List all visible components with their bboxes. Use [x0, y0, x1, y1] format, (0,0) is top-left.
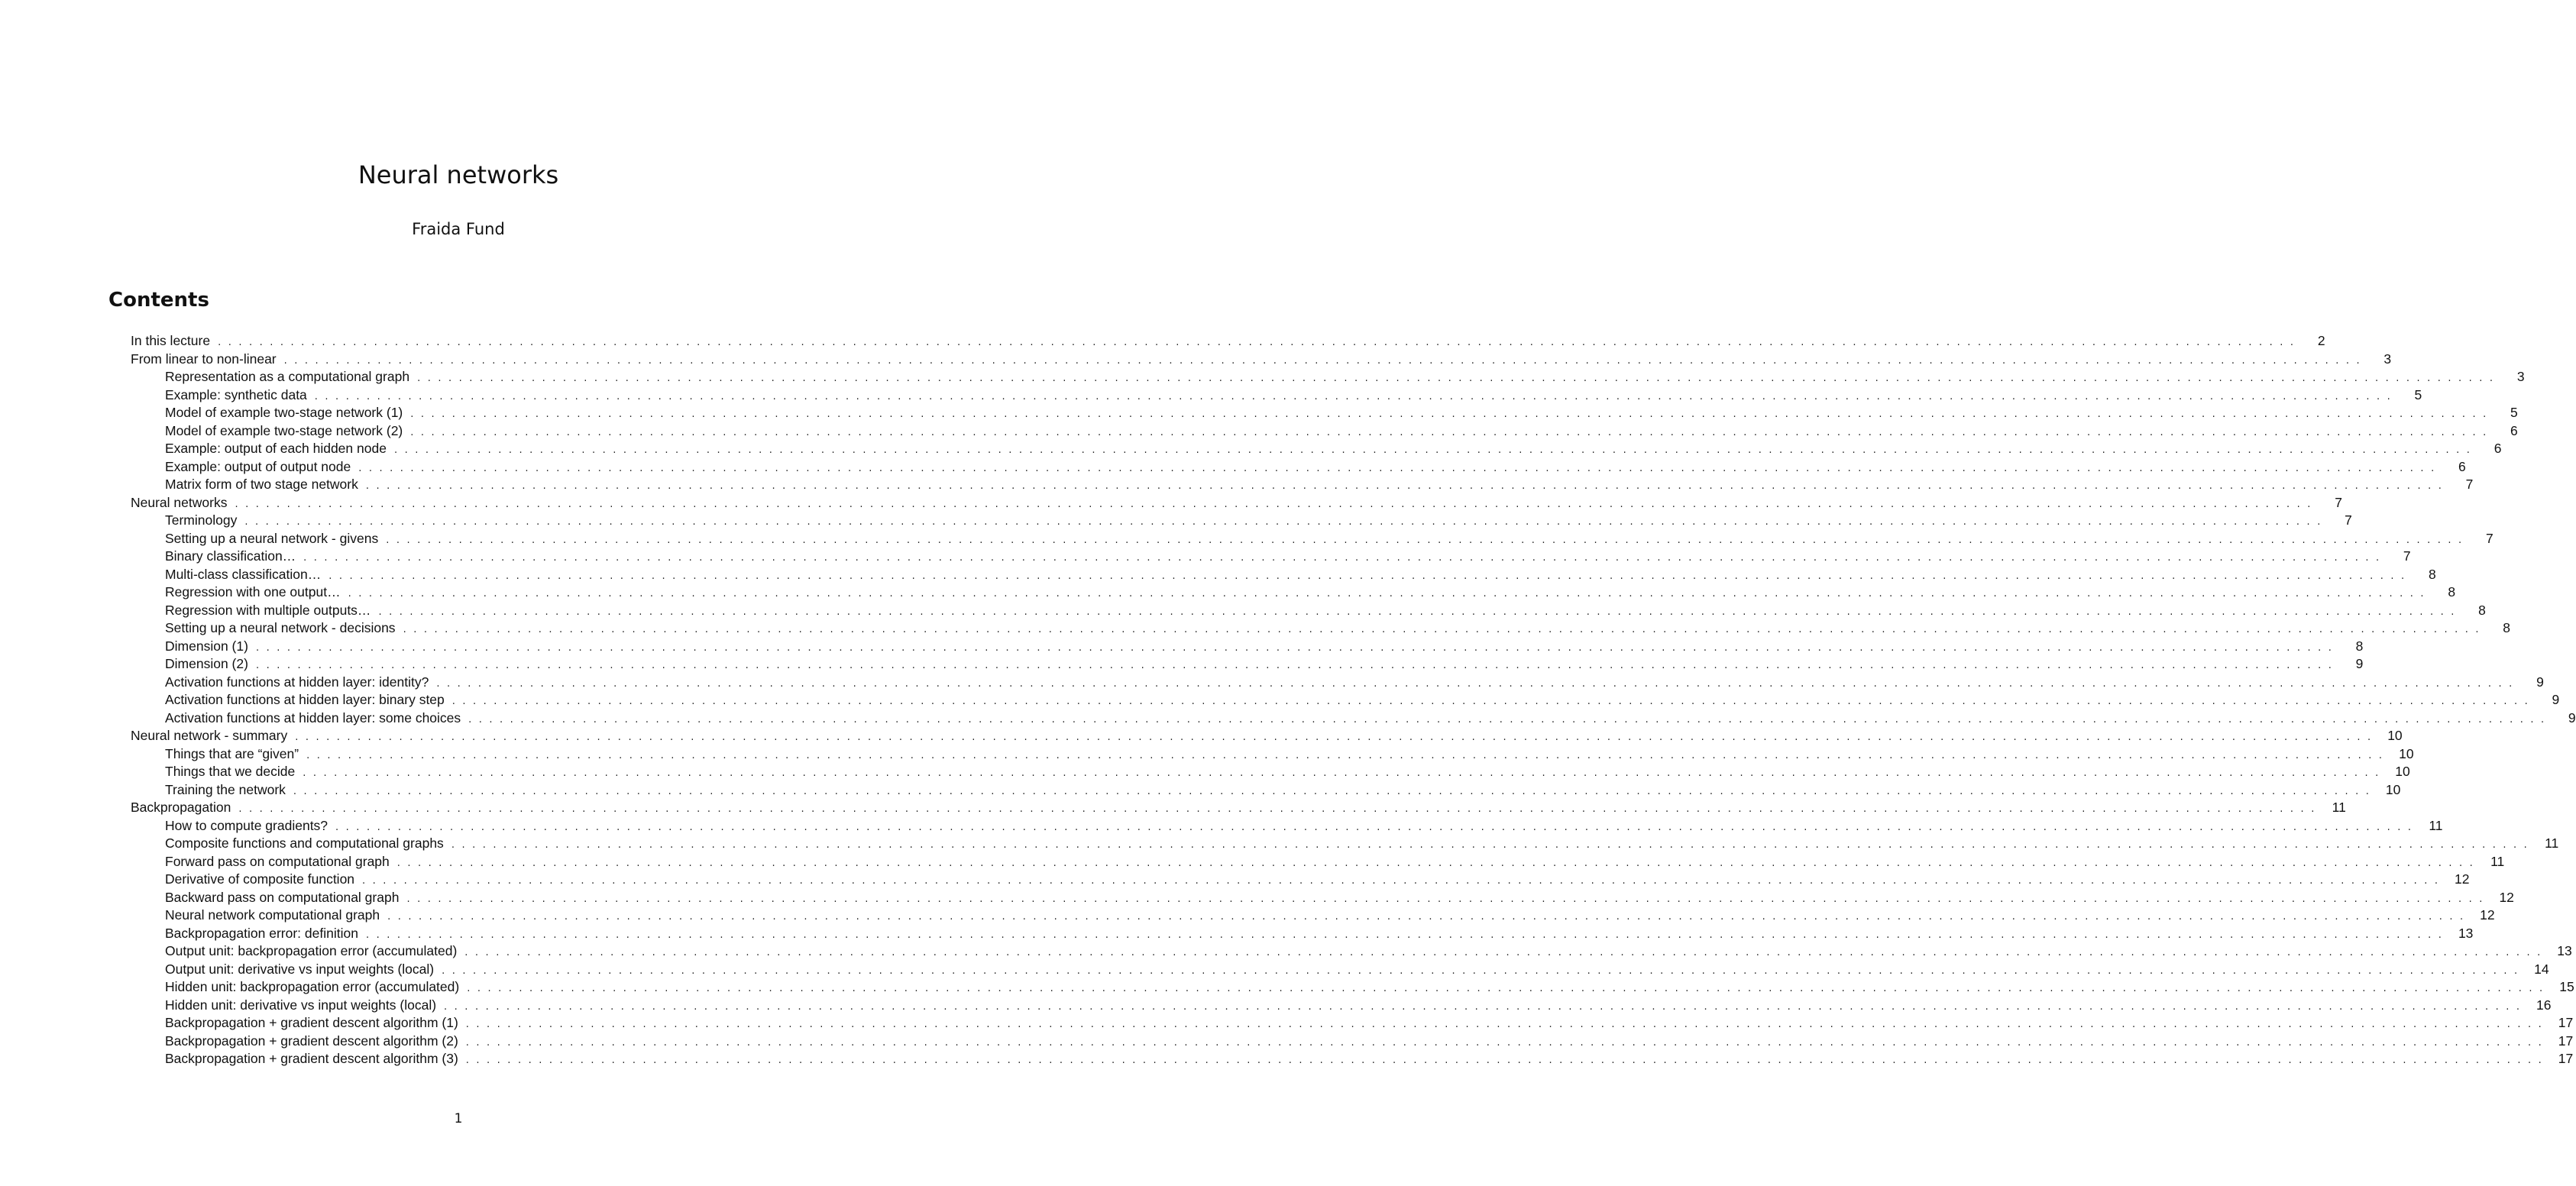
toc-entry[interactable] — [131, 799, 2346, 817]
toc-dot-leader: ........................................................................................................................................................................................................ — [365, 480, 2449, 492]
toc-entry[interactable] — [131, 619, 2511, 638]
page-number: 1 — [454, 1111, 463, 1126]
toc-entry[interactable] — [131, 404, 2518, 422]
toc-entry-label: Backward pass on computational graph — [165, 889, 400, 905]
toc-entry[interactable] — [131, 942, 2572, 961]
toc-entry-page: 13 — [2557, 943, 2572, 958]
toc-dot-leader: ........................................................................................................................................................................................................ — [465, 1055, 2549, 1066]
toc-entry-label: Neural network computational graph — [165, 907, 380, 923]
toc-entry[interactable] — [131, 638, 2364, 656]
toc-entry-page: 10 — [2385, 781, 2401, 797]
toc-entry[interactable] — [131, 871, 2470, 889]
toc-entry[interactable] — [131, 978, 2574, 997]
toc-entry-page: 15 — [2559, 979, 2574, 994]
toc-entry-page: 6 — [2510, 422, 2518, 438]
toc-entry-page: 2 — [2317, 333, 2325, 348]
toc-entry-page: 8 — [2355, 638, 2364, 654]
toc-dot-leader: ........................................................................................................................................................................................................ — [348, 588, 2432, 599]
toc-dot-leader: ........................................................................................................................................................................................................ — [468, 713, 2552, 725]
toc-dot-leader: ........................................................................................................................................................................................................ — [451, 696, 2536, 707]
toc-entry-label: Things that we decide — [165, 764, 296, 779]
toc-dot-leader: ........................................................................................................................................................................................................ — [442, 965, 2525, 977]
toc-dot-leader: ........................................................................................................................................................................................................ — [303, 768, 2386, 779]
toc-entry[interactable] — [131, 476, 2474, 494]
toc-dot-leader: ........................................................................................................................................................................................................ — [436, 677, 2519, 690]
toc-entry-page: 8 — [2428, 566, 2436, 582]
toc-entry-page: 7 — [2465, 477, 2474, 492]
toc-entry-label: Binary classification… — [165, 548, 296, 564]
toc-entry-page: 11 — [2429, 817, 2443, 833]
toc-entry[interactable] — [131, 817, 2443, 835]
toc-entry-page: 10 — [2387, 728, 2403, 743]
toc-entry-page: 9 — [2552, 692, 2560, 707]
toc-entry-page: 6 — [2493, 441, 2502, 456]
toc-entry-page: 7 — [2335, 494, 2342, 510]
toc-entry-page: 11 — [2332, 800, 2346, 815]
toc-entry[interactable] — [131, 781, 2401, 800]
toc-dot-leader: ........................................................................................................................................................................................................ — [365, 929, 2449, 941]
toc-entry-label: Setting up a neural network - givens — [165, 530, 379, 546]
toc-dot-leader: ........................................................................................................................................................................................................ — [283, 354, 2367, 367]
toc-entry-page: 9 — [2355, 656, 2364, 671]
toc-entry-label: Derivative of composite function — [165, 871, 355, 887]
toc-entry-page: 16 — [2536, 997, 2552, 1013]
toc-entry-label: Things that are “given” — [165, 745, 299, 761]
toc-entry[interactable] — [131, 1032, 2574, 1051]
toc-dot-leader: ........................................................................................................................................................................................................ — [410, 409, 2493, 420]
toc-entry-page: 9 — [2568, 709, 2576, 725]
toc-dot-leader: ........................................................................................................................................................................................................ — [378, 606, 2461, 618]
toc-entry[interactable] — [131, 368, 2525, 386]
toc-entry[interactable] — [131, 997, 2552, 1015]
toc-entry-page: 17 — [2558, 1032, 2574, 1049]
toc-entry[interactable] — [131, 709, 2576, 728]
toc-entry[interactable] — [131, 763, 2410, 781]
toc-entry[interactable] — [131, 583, 2456, 602]
toc-entry-label: Output unit: backpropagation error (accumulated) — [165, 943, 458, 958]
toc-entry-page: 7 — [2403, 548, 2411, 564]
toc-entry-label: Hidden unit: derivative vs input weights (local) — [165, 997, 437, 1013]
toc-entry-label: Setting up a neural network - decisions — [165, 620, 396, 635]
toc-entry[interactable] — [131, 566, 2436, 584]
toc-dot-leader: ........................................................................................................................................................................................................ — [451, 839, 2535, 851]
toc-entry-label: Backpropagation — [131, 800, 231, 815]
toc-dot-leader: ........................................................................................................................................................................................................ — [393, 444, 2477, 456]
toc-entry-page: 6 — [2458, 458, 2466, 474]
toc-entry[interactable] — [131, 1014, 2574, 1032]
toc-dot-leader: ........................................................................................................................................................................................................ — [410, 426, 2493, 438]
toc-dot-leader: ........................................................................................................................................................................................................ — [295, 732, 2378, 743]
toc-entry[interactable] — [131, 458, 2466, 477]
toc-entry-page: 5 — [2510, 405, 2518, 420]
toc-entry-page: 5 — [2414, 386, 2422, 402]
toc-entry[interactable] — [131, 494, 2342, 512]
document-title: Neural networks — [358, 160, 559, 189]
toc-entry-label: Hidden unit: backpropagation error (accumulated) — [165, 979, 460, 994]
toc-entry-page: 12 — [2499, 889, 2514, 905]
toc-entry-label: Matrix form of two stage network — [165, 477, 358, 492]
toc-entry-label: How to compute gradients? — [165, 817, 328, 833]
toc-entry[interactable] — [131, 925, 2474, 943]
toc-entry[interactable] — [131, 727, 2403, 745]
toc-entry-page: 12 — [2455, 871, 2470, 887]
toc-dot-leader: ........................................................................................................................................................................................................ — [362, 875, 2445, 887]
toc-entry-label: Neural network - summary — [131, 728, 288, 743]
toc-dot-leader: ........................................................................................................................................................................................................ — [387, 911, 2471, 923]
toc-entry[interactable] — [131, 745, 2414, 764]
toc-entry-label: Activation functions at hidden layer: identity? — [165, 674, 429, 690]
toc-dot-leader: ........................................................................................................................................................................................................ — [218, 337, 2301, 348]
toc-dot-leader: ........................................................................................................................................................................................................ — [306, 749, 2390, 761]
toc-entry-label: Example: output of output node — [165, 458, 351, 474]
toc-entry-label: Backpropagation + gradient descent algorithm (2) — [165, 1032, 458, 1049]
toc-entry-label: Dimension (1) — [165, 638, 248, 654]
toc-dot-leader: ........................................................................................................................................................................................................ — [403, 624, 2487, 635]
toc-entry[interactable] — [131, 961, 2549, 979]
toc-entry-label: Activation functions at hidden layer: binary step — [165, 692, 445, 707]
toc-entry-label: Training the network — [165, 781, 286, 797]
toc-entry-page: 17 — [2558, 1051, 2574, 1066]
toc-entry-page: 8 — [2503, 620, 2511, 635]
toc-entry-label: Regression with one output… — [165, 584, 341, 599]
toc-entry-page: 9 — [2536, 674, 2544, 690]
toc-entry[interactable] — [131, 386, 2422, 405]
toc-entry-page: 11 — [2490, 853, 2505, 869]
toc-entry[interactable] — [131, 835, 2559, 853]
toc-dot-leader: ........................................................................................................................................................................................................ — [406, 893, 2490, 905]
toc-entry[interactable] — [131, 1050, 2574, 1068]
toc-entry[interactable] — [131, 351, 2392, 369]
toc-entry-label: Model of example two-stage network (2) — [165, 422, 403, 438]
toc-entry-label: Output unit: derivative vs input weights (local) — [165, 961, 435, 977]
toc-entry[interactable] — [131, 655, 2364, 674]
toc-entry-label: Neural networks — [131, 494, 228, 510]
toc-entry-label: Backpropagation + gradient descent algorithm (3) — [165, 1051, 458, 1066]
toc-entry[interactable] — [131, 548, 2411, 566]
toc-entry-label: Backpropagation error: definition — [165, 925, 358, 941]
toc-entry-page: 7 — [2345, 512, 2352, 528]
toc-entry[interactable] — [131, 853, 2505, 871]
toc-entry[interactable] — [131, 906, 2495, 925]
toc-dot-leader: ........................................................................................................................................................................................................ — [244, 516, 2328, 528]
toc-dot-leader: ........................................................................................................................................................................................................ — [396, 857, 2481, 869]
toc-entry[interactable] — [131, 674, 2544, 692]
toc-entry-page: 17 — [2558, 1015, 2574, 1030]
toc-dot-leader: ........................................................................................................................................................................................................ — [238, 803, 2322, 815]
toc-entry-page: 3 — [2516, 369, 2525, 384]
toc-dot-leader: ........................................................................................................................................................................................................ — [303, 552, 2387, 564]
toc-entry-label: Example: synthetic data — [165, 386, 307, 402]
toc-entry[interactable] — [131, 602, 2486, 620]
toc-heading: Contents — [108, 289, 209, 312]
toc-entry[interactable] — [131, 332, 2325, 351]
document-author: Fraida Fund — [412, 220, 505, 238]
toc-entry-page: 7 — [2485, 530, 2493, 546]
toc-dot-leader: ........................................................................................................................................................................................................ — [314, 390, 2398, 402]
toc-dot-leader: ........................................................................................................................................................................................................ — [386, 534, 2469, 546]
toc-entry-label: Composite functions and computational graphs — [165, 835, 444, 851]
toc-entry-label: Dimension (2) — [165, 656, 248, 671]
toc-entry[interactable] — [131, 889, 2514, 907]
toc-entry-label: Representation as a computational graph — [165, 369, 410, 384]
toc-dot-leader: ........................................................................................................................................................................................................ — [358, 462, 2442, 474]
toc-entry-page: 10 — [2399, 745, 2414, 761]
toc-entry-label: Forward pass on computational graph — [165, 853, 390, 869]
toc-entry-label: Model of example two-stage network (1) — [165, 405, 403, 420]
toc-entry-label: In this lecture — [131, 333, 211, 348]
toc-entry-label: Backpropagation + gradient descent algorithm (1) — [165, 1015, 458, 1030]
toc-entry-label: From linear to non-linear — [131, 351, 277, 367]
toc-dot-leader: ........................................................................................................................................................................................................ — [467, 983, 2550, 994]
toc-entry-label: Example: output of each hidden node — [165, 441, 387, 456]
toc-entry-label: Activation functions at hidden layer: some choices — [165, 709, 461, 725]
toc-entry-page: 12 — [2480, 907, 2495, 923]
toc-dot-leader: ........................................................................................................................................................................................................ — [255, 660, 2339, 671]
toc-dot-leader: ........................................................................................................................................................................................................ — [293, 785, 2377, 797]
toc-dot-leader: ........................................................................................................................................................................................................ — [417, 373, 2500, 384]
table-of-contents — [131, 332, 2576, 1068]
toc-entry-page: 3 — [2383, 351, 2392, 367]
toc-entry-page: 14 — [2534, 961, 2549, 977]
toc-dot-leader: ........................................................................................................................................................................................................ — [465, 1036, 2549, 1049]
toc-entry-page: 13 — [2458, 925, 2474, 941]
toc-entry[interactable] — [131, 440, 2502, 458]
toc-dot-leader: ........................................................................................................................................................................................................ — [235, 498, 2318, 510]
toc-dot-leader: ........................................................................................................................................................................................................ — [444, 1000, 2527, 1013]
toc-entry-label: Multi-class classification… — [165, 566, 322, 582]
toc-dot-leader: ........................................................................................................................................................................................................ — [465, 1019, 2549, 1030]
toc-entry-page: 10 — [2395, 764, 2410, 779]
toc-entry[interactable] — [131, 422, 2518, 441]
toc-entry[interactable] — [131, 691, 2560, 709]
toc-entry[interactable] — [131, 512, 2352, 530]
toc-entry-label: Regression with multiple outputs… — [165, 602, 371, 618]
toc-entry-page: 11 — [2545, 835, 2559, 851]
toc-dot-leader: ........................................................................................................................................................................................................ — [328, 570, 2412, 582]
toc-dot-leader: ........................................................................................................................................................................................................ — [255, 641, 2339, 654]
toc-entry-label: Terminology — [165, 512, 238, 528]
toc-dot-leader: ........................................................................................................................................................................................................ — [464, 947, 2548, 958]
toc-dot-leader: ........................................................................................................................................................................................................ — [335, 821, 2419, 833]
toc-entry[interactable] — [131, 530, 2493, 548]
toc-entry-page: 8 — [2448, 584, 2456, 599]
toc-entry-page: 8 — [2478, 602, 2486, 618]
